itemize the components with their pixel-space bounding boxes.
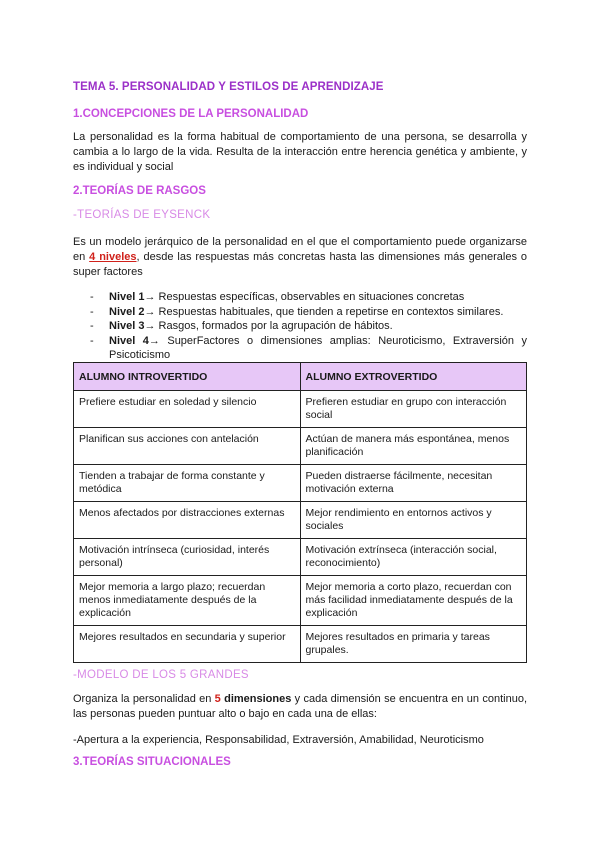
dash-bullet: - — [90, 334, 94, 347]
document-title: TEMA 5. PERSONALIDAD Y ESTILOS DE APRENDIZAJE — [73, 81, 384, 93]
list-item — [73, 305, 527, 320]
eysenck-levels-highlight: 4 niveles — [89, 251, 137, 263]
section-3-heading: 3.TEORÍAS SITUACIONALES — [73, 756, 231, 768]
dash-bullet: - — [90, 305, 94, 318]
big5-number-highlight: 5 — [214, 693, 221, 705]
big5-intro-post: y cada dimensión se encuentra en un continuo, las personas pueden puntuar alto o bajo en cada una de ellas: — [73, 693, 527, 720]
table-cell: Prefieren estudiar en grupo con interacción social — [300, 391, 527, 428]
table-cell: Motivación extrínseca (interacción social, reconocimiento) — [300, 539, 527, 576]
table-row — [74, 539, 527, 576]
level-label: Nivel 1 — [109, 291, 145, 303]
eysenck-intro — [73, 235, 527, 280]
table-cell: Motivación intrínseca (curiosidad, interés personal) — [74, 539, 301, 576]
big5-dimensions-list: -Apertura a la experiencia, Responsabilidad, Extraversión, Amabilidad, Neuroticismo — [73, 734, 484, 746]
table-cell: Actúan de manera más espontánea, menos planificación — [300, 428, 527, 465]
table-cell: Menos afectados por distracciones externas — [74, 502, 301, 539]
eysenck-subheading: -TEORÍAS DE EYSENCK — [73, 209, 211, 221]
level-label: Nivel 3 — [109, 320, 145, 332]
introvert-extrovert-table — [73, 362, 527, 663]
table-cell: Tienden a trabajar de forma constante y metódica — [74, 465, 301, 502]
table-cell: Mejores resultados en primaria y tareas grupales. — [300, 626, 527, 663]
dash-bullet: - — [90, 291, 94, 303]
table-cell: Mejor rendimiento en entornos activos y sociales — [300, 502, 527, 539]
section-2-heading: 2.TEORÍAS DE RASGOS — [73, 185, 206, 197]
level-text: → SuperFactores o dimensiones amplias: Neuroticismo, Extraversión y Psicoticismo — [109, 334, 528, 361]
list-item — [73, 319, 527, 334]
column-header-introvertido: ALUMNO INTROVERTIDO — [74, 363, 301, 391]
table-row — [74, 428, 527, 465]
eysenck-levels-list — [73, 290, 527, 363]
table-row — [74, 391, 527, 428]
level-text: → Rasgos, formados por la agrupación de hábitos. — [144, 320, 393, 332]
level-label: Nivel 4 — [109, 334, 149, 347]
list-item — [73, 290, 527, 305]
big5-intro-pre: Organiza la personalidad en — [73, 693, 215, 705]
table-cell: Mejor memoria a largo plazo; recuerdan menos inmediatamente después de la explicación — [74, 576, 301, 626]
section-1-heading: 1.CONCEPCIONES DE LA PERSONALIDAD — [73, 108, 309, 120]
big5-intro — [73, 692, 527, 722]
table-row — [74, 626, 527, 663]
table-cell: Prefiere estudiar en soledad y silencio — [74, 391, 301, 428]
table-row — [74, 502, 527, 539]
table-header-row — [74, 363, 527, 391]
level-text: → Respuestas específicas, observables en situaciones concretas — [144, 291, 465, 303]
section-1-body: La personalidad es la forma habitual de comportamiento de una persona, se desarrolla y cambia a lo largo de la vida. Resulta de la interacción entre herencia genética y ambiente, y es individual y social — [73, 131, 527, 173]
table-cell: Mejores resultados en secundaria y superior — [74, 626, 301, 663]
table-cell: Mejor memoria a corto plazo, recuerdan con más facilidad inmediatamente después de la explicación — [300, 576, 527, 626]
table-cell: Planifican sus acciones con antelación — [74, 428, 301, 465]
big5-dimensions-word: dimensiones — [220, 693, 292, 705]
level-text: → Respuestas habituales, que tienden a repetirse en contextos similares. — [144, 305, 504, 318]
column-header-extrovertido: ALUMNO EXTROVERTIDO — [300, 363, 527, 391]
table-row — [74, 576, 527, 626]
level-label: Nivel 2 — [109, 305, 145, 318]
dash-bullet: - — [90, 320, 94, 332]
table-cell: Pueden distraerse fácilmente, necesitan motivación externa — [300, 465, 527, 502]
table-row — [74, 465, 527, 502]
eysenck-intro-pre: Es un modelo jerárquico de la personalidad en el que el comportamiento puede organizarse en — [73, 236, 527, 263]
eysenck-intro-post: , desde las respuestas más concretas hasta las dimensiones más generales o super factores — [73, 251, 528, 278]
big5-subheading: -MODELO DE LOS 5 GRANDES — [73, 669, 249, 681]
list-item — [73, 334, 527, 363]
